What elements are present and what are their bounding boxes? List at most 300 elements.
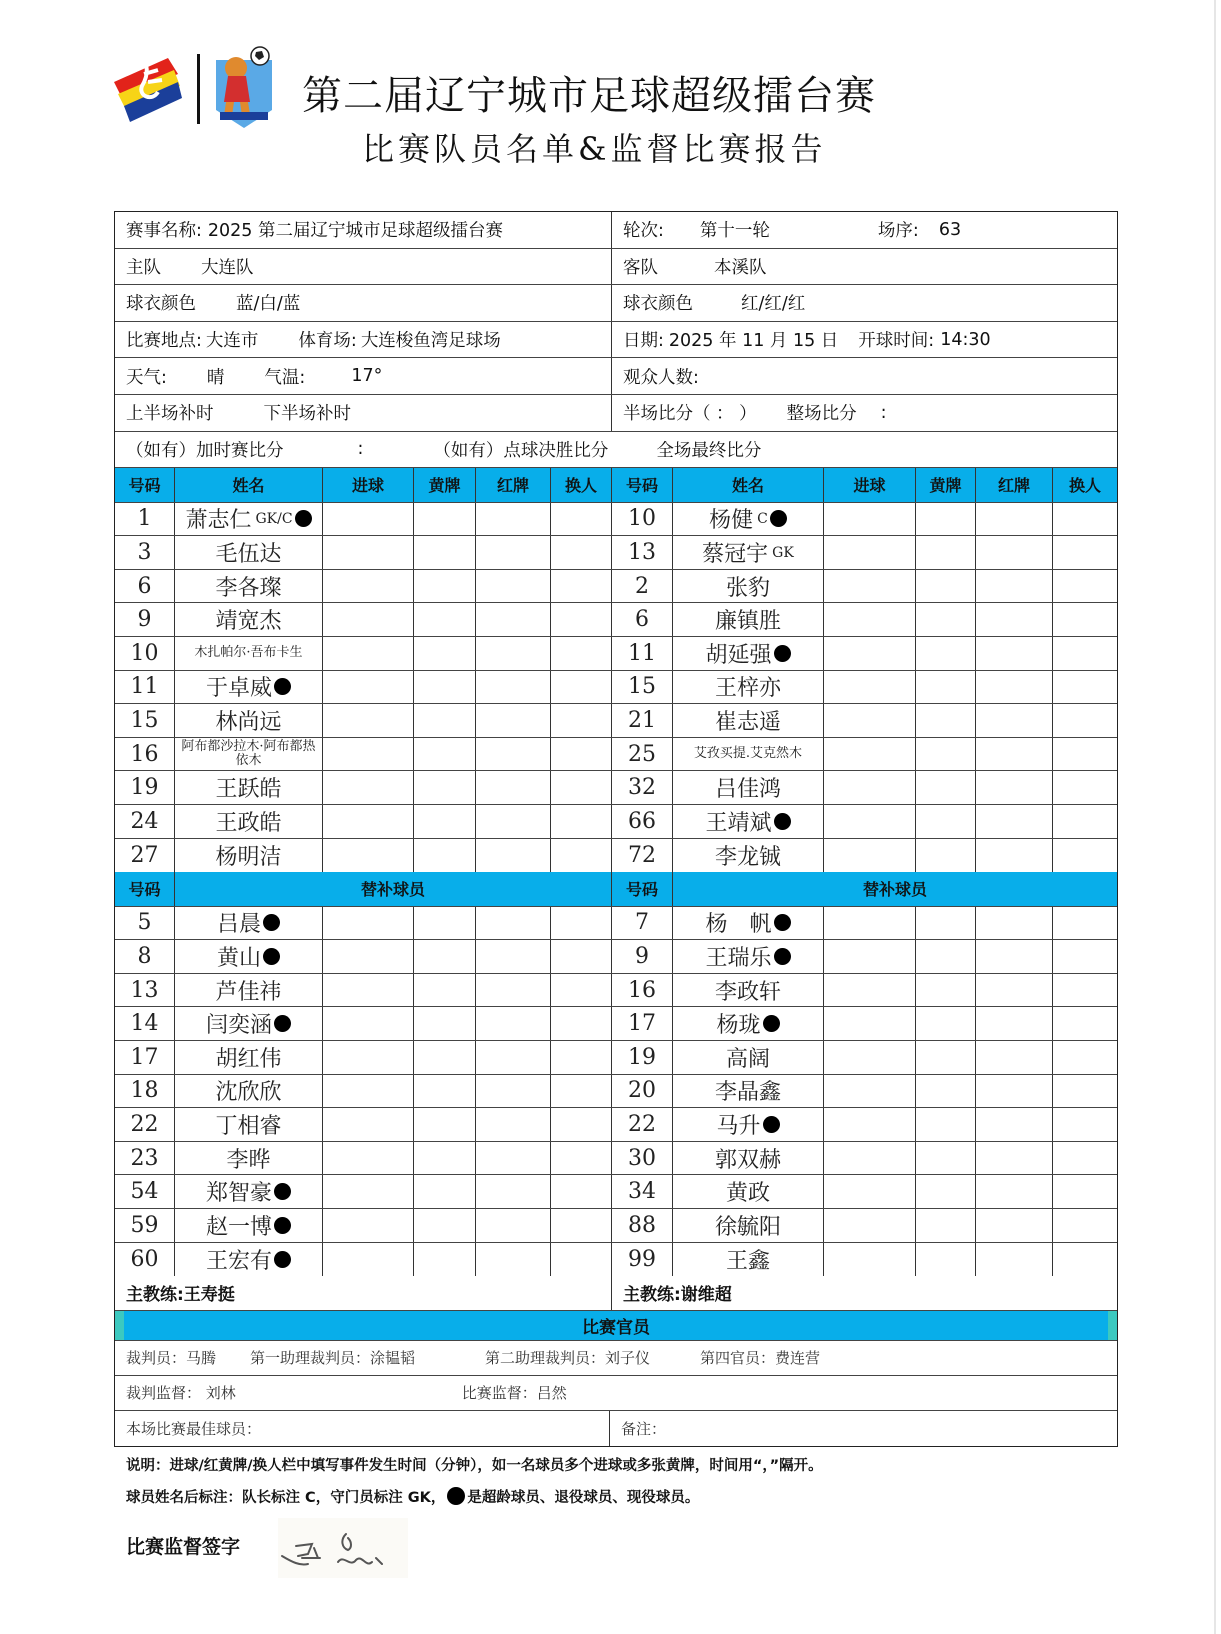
substitution-input[interactable]	[551, 570, 612, 603]
red-card-input[interactable]	[976, 1142, 1053, 1175]
yellow-card-input[interactable]	[916, 940, 976, 973]
substitution-input[interactable]	[1053, 940, 1117, 973]
goals-input[interactable]	[824, 907, 916, 940]
goals-input[interactable]	[824, 940, 916, 973]
player-name	[175, 1041, 323, 1074]
goals-input[interactable]	[323, 1108, 414, 1141]
page-edge-line	[1214, 0, 1216, 1634]
substitution-input[interactable]	[551, 1041, 612, 1074]
event-value: 2025 第二届辽宁城市足球超级擂台赛	[207, 221, 504, 242]
player-number: 30	[612, 1142, 673, 1175]
goals-input[interactable]	[824, 1175, 916, 1208]
goals-input[interactable]	[824, 805, 916, 838]
goals-input[interactable]	[323, 1209, 414, 1242]
red-card-input[interactable]	[976, 1243, 1053, 1277]
substitution-input[interactable]	[551, 704, 612, 737]
player-number: 27	[115, 839, 175, 873]
yellow-card-input[interactable]	[414, 1075, 476, 1108]
red-card-input[interactable]	[976, 1175, 1053, 1208]
substitution-input[interactable]	[551, 603, 612, 636]
substitution-input[interactable]	[551, 771, 612, 804]
red-card-input[interactable]	[476, 1075, 551, 1108]
home-kit-label: 球衣颜色	[126, 294, 196, 315]
extra-time-sep: :	[357, 439, 364, 460]
yellow-card-input[interactable]	[916, 839, 976, 873]
city-label: 比赛地点:	[126, 331, 202, 352]
goals-input[interactable]	[824, 771, 916, 804]
remarks-label: 备注：	[621, 1419, 667, 1438]
substitution-input[interactable]	[1053, 603, 1117, 636]
yellow-card-input[interactable]	[916, 1075, 976, 1108]
player-row	[115, 603, 1117, 637]
player-name-text: 李各璨	[215, 575, 282, 601]
player-number: 66	[612, 805, 673, 838]
col-number-away: 号码	[612, 468, 673, 502]
yellow-card-input[interactable]	[414, 637, 476, 670]
player-name-text: 艾孜买提.艾克然木	[693, 746, 803, 762]
player-number: 9	[612, 940, 673, 973]
substitution-input[interactable]	[551, 1075, 612, 1108]
substitution-input[interactable]	[1053, 738, 1117, 771]
goals-input[interactable]	[824, 1041, 916, 1074]
substitution-input[interactable]	[551, 637, 612, 670]
goals-input[interactable]	[323, 503, 414, 536]
overage-dot-icon	[774, 948, 791, 965]
goals-input[interactable]	[824, 503, 916, 536]
red-card-input[interactable]	[476, 1007, 551, 1040]
subs-header-row	[115, 872, 1117, 907]
mvp-label: 本场比赛最佳球员：	[126, 1419, 262, 1438]
subs-body	[115, 907, 1117, 1277]
player-name	[673, 503, 824, 536]
player-name-text: 李龙铖	[714, 844, 781, 870]
second-half-added-label: 下半场补时	[263, 404, 351, 425]
substitution-input[interactable]	[1053, 1007, 1117, 1040]
red-card-input[interactable]	[476, 704, 551, 737]
yellow-card-input[interactable]	[414, 671, 476, 704]
red-card-input[interactable]	[476, 771, 551, 804]
referee-assessor: 裁判监督： 刘林	[126, 1384, 236, 1403]
goals-input[interactable]	[323, 704, 414, 737]
col-yellow: 黄牌	[414, 468, 476, 502]
player-name-text: 徐毓阳	[714, 1214, 781, 1240]
goals-input[interactable]	[323, 536, 414, 569]
yellow-card-input[interactable]	[916, 637, 976, 670]
player-name-text: 于卓威	[205, 676, 272, 702]
player-name-text: 沈欣欣	[215, 1080, 282, 1106]
player-number: 13	[612, 536, 673, 569]
yellow-card-input[interactable]	[414, 940, 476, 973]
yellow-card-input[interactable]	[414, 603, 476, 636]
red-card-input[interactable]	[476, 603, 551, 636]
red-card-input[interactable]	[476, 907, 551, 940]
yellow-card-input[interactable]	[916, 1142, 976, 1175]
substitution-input[interactable]	[551, 671, 612, 704]
notes	[126, 1448, 823, 1512]
yellow-card-input[interactable]	[414, 738, 476, 771]
substitution-input[interactable]	[1053, 1209, 1117, 1242]
red-card-input[interactable]	[476, 1108, 551, 1141]
goals-input[interactable]	[824, 1007, 916, 1040]
goals-input[interactable]	[323, 570, 414, 603]
col-sub-away: 换人	[1068, 476, 1101, 496]
red-card-input[interactable]	[976, 1075, 1053, 1108]
col-name: 姓名	[175, 468, 323, 502]
red-card-input[interactable]	[476, 1142, 551, 1175]
goals-input[interactable]	[323, 1041, 414, 1074]
yellow-card-input[interactable]	[916, 1209, 976, 1242]
substitution-input[interactable]	[1053, 637, 1117, 670]
starters-body	[115, 503, 1117, 873]
red-card-input[interactable]	[976, 704, 1053, 737]
substitution-input[interactable]	[551, 974, 612, 1007]
officials-row-referees	[115, 1341, 1117, 1376]
full-score-label: 整场比分	[786, 404, 857, 425]
goals-input[interactable]	[824, 1075, 916, 1108]
player-name-text: 吕佳鸿	[714, 777, 781, 803]
substitution-input[interactable]	[551, 536, 612, 569]
col-red: 红牌	[476, 468, 551, 502]
yellow-card-input[interactable]	[414, 536, 476, 569]
yellow-card-input[interactable]	[414, 771, 476, 804]
red-card-input[interactable]	[976, 1108, 1053, 1141]
player-number: 10	[115, 637, 175, 670]
substitution-input[interactable]	[551, 940, 612, 973]
player-number: 60	[115, 1243, 175, 1277]
yellow-card-input[interactable]	[414, 1243, 476, 1277]
player-number: 25	[612, 738, 673, 771]
substitution-input[interactable]	[551, 1243, 612, 1277]
player-name	[673, 671, 824, 704]
player-name-text: 郑智豪	[205, 1181, 272, 1207]
substitution-input[interactable]	[551, 503, 612, 536]
substitution-input[interactable]	[1053, 1142, 1117, 1175]
yellow-card-input[interactable]	[414, 805, 476, 838]
player-name	[673, 907, 824, 940]
substitution-input[interactable]	[1053, 839, 1117, 873]
yellow-card-input[interactable]	[916, 771, 976, 804]
yellow-card-input[interactable]	[916, 738, 976, 771]
substitution-input[interactable]	[1053, 536, 1117, 569]
info-row-weather	[115, 358, 1117, 395]
goals-input[interactable]	[323, 1075, 414, 1108]
liaoning-logo-icon	[108, 52, 184, 124]
player-number: 1	[115, 503, 175, 536]
player-number: 11	[612, 637, 673, 670]
yellow-card-input[interactable]	[916, 704, 976, 737]
goals-input[interactable]	[323, 907, 414, 940]
yellow-card-input[interactable]	[414, 1108, 476, 1141]
substitution-input[interactable]	[551, 1142, 612, 1175]
red-card-input[interactable]	[976, 536, 1053, 569]
away-team-label: 客队	[623, 257, 658, 278]
yellow-card-input[interactable]	[916, 1108, 976, 1141]
player-row	[115, 771, 1117, 805]
player-number: 16	[115, 738, 175, 771]
match-report-table	[114, 211, 1118, 1447]
goals-input[interactable]	[323, 1142, 414, 1175]
red-card-input[interactable]	[976, 1007, 1053, 1040]
goals-input[interactable]	[824, 1108, 916, 1141]
player-name-text: 杨明洁	[215, 844, 282, 870]
player-name-text: 黄山	[216, 946, 261, 972]
player-row	[115, 940, 1117, 974]
yellow-card-input[interactable]	[916, 974, 976, 1007]
goals-input[interactable]	[824, 1243, 916, 1277]
yellow-card-input[interactable]	[414, 974, 476, 1007]
substitution-input[interactable]	[1053, 805, 1117, 838]
red-card-input[interactable]	[476, 738, 551, 771]
substitution-input[interactable]	[551, 1175, 612, 1208]
goals-input[interactable]	[323, 771, 414, 804]
substitution-input[interactable]	[1053, 1175, 1117, 1208]
player-row	[115, 1243, 1117, 1277]
red-card-input[interactable]	[476, 805, 551, 838]
yellow-card-input[interactable]	[916, 1243, 976, 1277]
attendance-label: 观众人数:	[623, 367, 699, 388]
red-card-input[interactable]	[976, 603, 1053, 636]
goals-input[interactable]	[323, 738, 414, 771]
red-card-input[interactable]	[476, 974, 551, 1007]
player-name	[673, 805, 824, 838]
red-card-input[interactable]	[976, 738, 1053, 771]
player-number: 15	[612, 671, 673, 704]
first-half-added-label: 上半场补时	[126, 404, 214, 425]
goals-input[interactable]	[824, 839, 916, 873]
legend-dot-icon	[447, 1487, 465, 1505]
goals-input[interactable]	[323, 974, 414, 1007]
red-card-input[interactable]	[976, 1041, 1053, 1074]
substitution-input[interactable]	[1053, 704, 1117, 737]
substitution-input[interactable]	[551, 839, 612, 873]
yellow-card-input[interactable]	[414, 1041, 476, 1074]
home-coach: 主教练:王寿挺	[115, 1276, 612, 1310]
yellow-card-input[interactable]	[414, 907, 476, 940]
red-card-input[interactable]	[476, 940, 551, 973]
player-role-tag: GK/C	[255, 510, 293, 527]
player-name-text: 李晔	[226, 1147, 271, 1173]
weather-cell	[115, 358, 612, 394]
player-row	[115, 570, 1117, 604]
player-name-text: 马升	[716, 1114, 761, 1140]
player-number: 15	[115, 704, 175, 737]
col-number: 号码	[115, 872, 175, 906]
goals-input[interactable]	[323, 1175, 414, 1208]
col-substitutes-away: 替补球员	[862, 880, 927, 900]
player-name	[673, 839, 824, 873]
player-name-text: 吕晨	[216, 912, 261, 938]
yellow-card-input[interactable]	[916, 1007, 976, 1040]
red-card-input[interactable]	[476, 570, 551, 603]
substitution-input[interactable]	[551, 1007, 612, 1040]
goals-input[interactable]	[824, 671, 916, 704]
yellow-card-input[interactable]	[414, 503, 476, 536]
substitution-input[interactable]	[1053, 771, 1117, 804]
player-number: 6	[612, 603, 673, 636]
player-number: 59	[115, 1209, 175, 1242]
substitution-input[interactable]	[1053, 1243, 1117, 1277]
substitution-input[interactable]	[1053, 907, 1117, 940]
away-kit-cell	[612, 285, 1117, 321]
red-card-input[interactable]	[976, 907, 1053, 940]
player-name	[175, 974, 323, 1007]
red-card-input[interactable]	[976, 637, 1053, 670]
round-cell	[612, 212, 1117, 248]
fourth-official: 第四官员：费连营	[700, 1349, 821, 1368]
player-row	[115, 907, 1117, 941]
substitution-input[interactable]	[551, 805, 612, 838]
yellow-card-input[interactable]	[414, 1142, 476, 1175]
goals-input[interactable]	[824, 738, 916, 771]
goals-input[interactable]	[323, 603, 414, 636]
goals-input[interactable]	[323, 940, 414, 973]
goals-input[interactable]	[824, 704, 916, 737]
yellow-card-input[interactable]	[916, 536, 976, 569]
red-card-input[interactable]	[476, 1041, 551, 1074]
player-name	[673, 1209, 824, 1242]
red-card-input[interactable]	[476, 536, 551, 569]
substitution-input[interactable]	[1053, 503, 1117, 536]
substitution-input[interactable]	[551, 738, 612, 771]
referee: 裁判员：马腾	[126, 1349, 217, 1368]
yellow-card-input[interactable]	[916, 907, 976, 940]
red-card-input[interactable]	[476, 1209, 551, 1242]
substitution-input[interactable]	[1053, 974, 1117, 1007]
red-card-input[interactable]	[976, 671, 1053, 704]
player-number: 8	[115, 940, 175, 973]
yellow-card-input[interactable]	[916, 1175, 976, 1208]
goals-input[interactable]	[323, 1007, 414, 1040]
player-name-text: 崔志遥	[714, 710, 781, 736]
red-card-input[interactable]	[976, 839, 1053, 873]
substitution-input[interactable]	[1053, 1041, 1117, 1074]
goals-input[interactable]	[323, 839, 414, 873]
player-row	[115, 503, 1117, 537]
substitution-input[interactable]	[1053, 1075, 1117, 1108]
player-name	[673, 1007, 824, 1040]
goals-input[interactable]	[824, 603, 916, 636]
goals-input[interactable]	[323, 805, 414, 838]
goals-input[interactable]	[824, 637, 916, 670]
yellow-card-input[interactable]	[916, 503, 976, 536]
overage-dot-icon	[274, 1015, 291, 1032]
goals-input[interactable]	[323, 1243, 414, 1277]
player-number: 6	[115, 570, 175, 603]
yellow-card-input[interactable]	[916, 603, 976, 636]
player-number: 16	[612, 974, 673, 1007]
date-value: 2025 年 11 月 15 日	[668, 331, 839, 352]
red-card-input[interactable]	[976, 974, 1053, 1007]
yellow-card-input[interactable]	[414, 839, 476, 873]
red-card-input[interactable]	[476, 1243, 551, 1277]
player-number: 22	[115, 1108, 175, 1141]
red-card-input[interactable]	[976, 805, 1053, 838]
yellow-card-input[interactable]	[414, 1007, 476, 1040]
player-name-text: 郭双赫	[714, 1147, 781, 1173]
player-name-text: 芦佳祎	[215, 979, 282, 1005]
goals-input[interactable]	[824, 1142, 916, 1175]
red-card-input[interactable]	[976, 1209, 1053, 1242]
red-card-input[interactable]	[976, 771, 1053, 804]
info-row-venue	[115, 322, 1117, 359]
player-row	[115, 839, 1117, 873]
player-name	[175, 1175, 323, 1208]
overage-dot-icon	[263, 948, 280, 965]
player-name	[175, 1243, 323, 1277]
player-name-text: 萧志仁	[185, 508, 252, 534]
substitution-input[interactable]	[1053, 1108, 1117, 1141]
yellow-card-input[interactable]	[414, 1175, 476, 1208]
red-card-input[interactable]	[476, 1175, 551, 1208]
assistant-referee-2: 第二助理裁判员：刘子仪	[485, 1349, 651, 1368]
player-name	[673, 603, 824, 636]
player-name-text: 张豹	[725, 575, 770, 601]
player-name	[175, 839, 323, 873]
penalty-label: （如有）点球决胜比分	[433, 440, 609, 461]
goals-input[interactable]	[824, 536, 916, 569]
player-number: 9	[115, 603, 175, 636]
player-number: 99	[612, 1243, 673, 1277]
substitution-input[interactable]	[551, 907, 612, 940]
substitution-input[interactable]	[551, 1108, 612, 1141]
venue-cell	[115, 322, 612, 358]
red-card-input[interactable]	[976, 570, 1053, 603]
red-card-input[interactable]	[976, 940, 1053, 973]
goals-input[interactable]	[824, 974, 916, 1007]
substitution-input[interactable]	[1053, 570, 1117, 603]
player-row	[115, 805, 1117, 839]
overage-dot-icon	[774, 914, 791, 931]
yellow-card-input[interactable]	[414, 704, 476, 737]
red-card-input[interactable]	[476, 637, 551, 670]
player-name	[673, 704, 824, 737]
yellow-card-input[interactable]	[916, 671, 976, 704]
col-red-away: 红牌	[976, 468, 1053, 502]
red-card-input[interactable]	[976, 503, 1053, 536]
player-number: 2	[612, 570, 673, 603]
red-card-input[interactable]	[476, 503, 551, 536]
goals-input[interactable]	[323, 671, 414, 704]
player-name	[673, 536, 824, 569]
player-name	[673, 1041, 824, 1074]
substitution-input[interactable]	[551, 1209, 612, 1242]
temp-value: 17°	[351, 366, 383, 387]
yellow-card-input[interactable]	[916, 805, 976, 838]
yellow-card-input[interactable]	[916, 1041, 976, 1074]
player-name-text: 杨珑	[716, 1013, 761, 1039]
goals-input[interactable]	[824, 1209, 916, 1242]
yellow-card-input[interactable]	[916, 570, 976, 603]
player-row	[115, 1142, 1117, 1176]
yellow-card-input[interactable]	[414, 570, 476, 603]
event-label: 赛事名称:	[126, 221, 202, 242]
substitution-input[interactable]	[1053, 671, 1117, 704]
goals-input[interactable]	[323, 637, 414, 670]
player-name	[175, 503, 323, 536]
red-card-input[interactable]	[476, 671, 551, 704]
player-name	[175, 1108, 323, 1141]
match-no-label: 场序:	[877, 221, 919, 242]
yellow-card-input[interactable]	[414, 1209, 476, 1242]
player-name-text: 蔡冠宇	[702, 542, 769, 568]
match-no-value: 63	[938, 219, 962, 240]
col-number-away: 号码	[612, 872, 673, 906]
red-card-input[interactable]	[476, 839, 551, 873]
player-name	[673, 1243, 824, 1277]
player-row	[115, 1108, 1117, 1142]
goals-input[interactable]	[824, 570, 916, 603]
accent-right	[1108, 1311, 1117, 1340]
